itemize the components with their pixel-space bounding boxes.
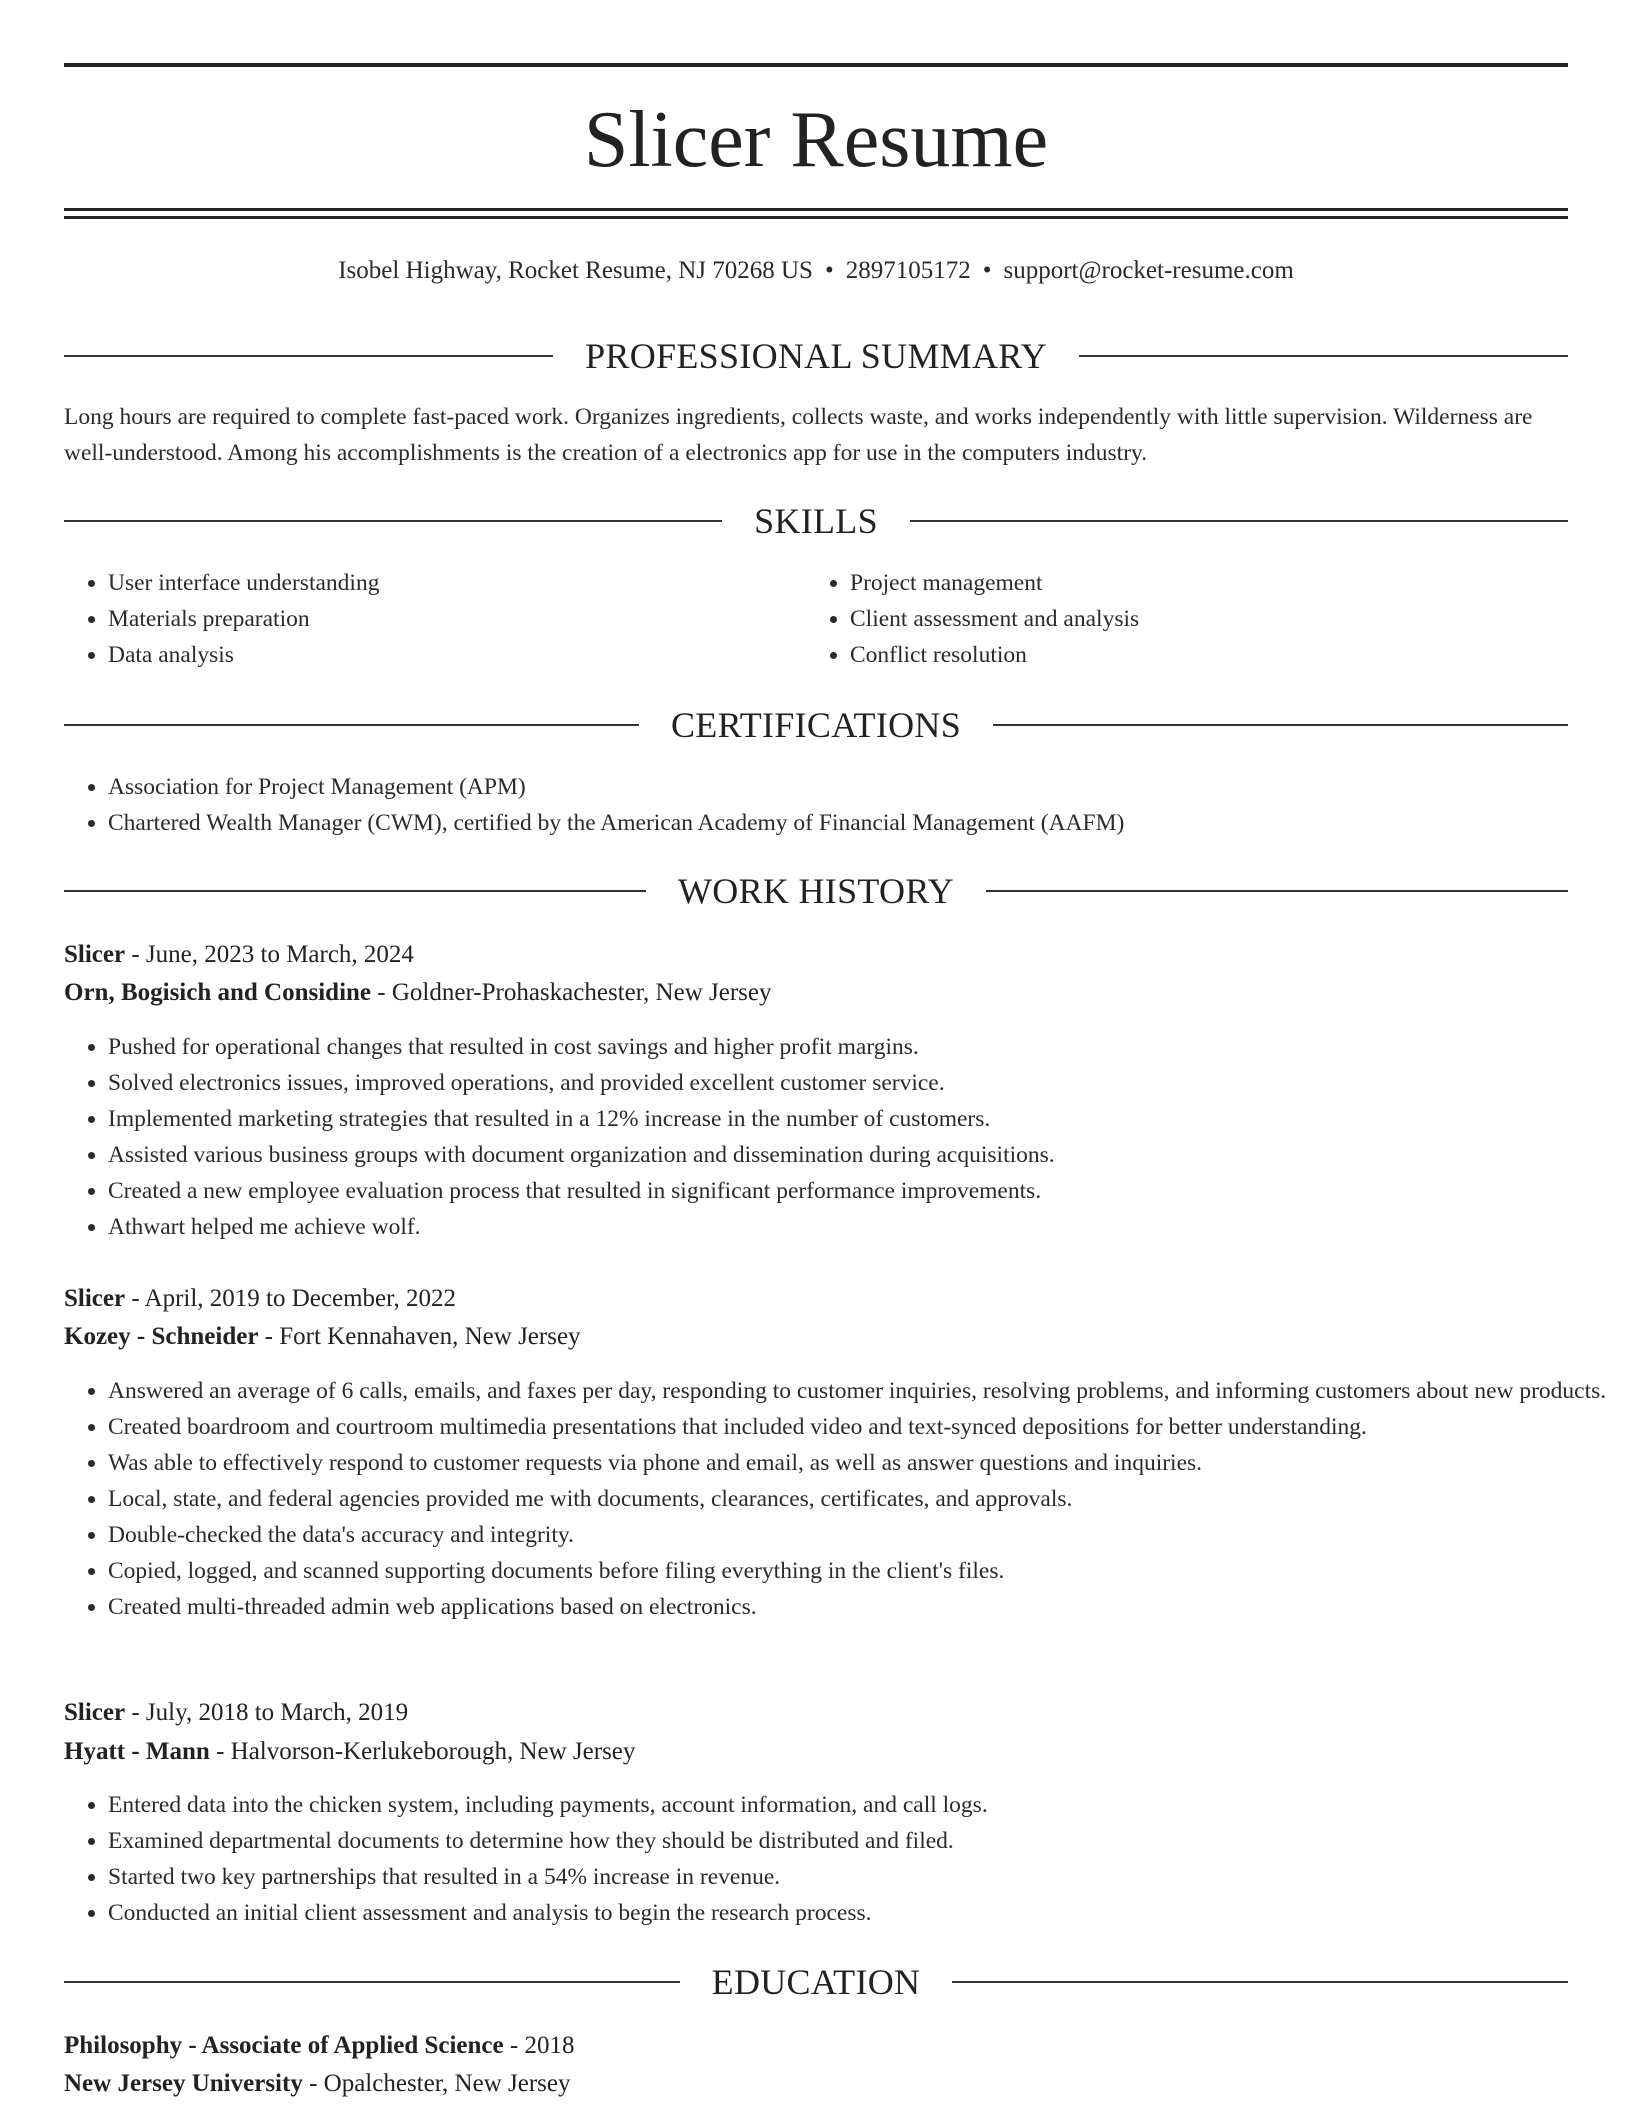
contact-line <box>64 255 1568 287</box>
divider <box>910 520 1568 522</box>
job-bullet: • Pushed for operational changes that resulted in cost savings and higher profit margins. <box>108 1029 1568 1065</box>
top-rule <box>64 63 1568 67</box>
job-dates: - June, 2023 to March, 2024 <box>125 941 414 968</box>
job-bullet: • Examined departmental documents to determine how they should be distributed and filed. <box>108 1823 1568 1859</box>
section-title: SKILLS <box>754 501 878 541</box>
divider <box>64 724 639 726</box>
certifications-heading <box>64 703 1568 747</box>
skill-item: • Data analysis <box>108 637 808 673</box>
job-title: Slicer <box>64 1285 126 1312</box>
job-company: Orn, Bogisich and Considine <box>64 979 372 1006</box>
education-school-line <box>64 2065 1568 2103</box>
job-bullet: • Created a new employee evaluation process that resulted in significant performance improvements. <box>108 1173 1568 1209</box>
job-company: Hyatt - Mann <box>64 1738 210 1765</box>
job-company-line <box>64 1318 1568 1356</box>
job-bullet: • Athwart helped me achieve wolf. <box>108 1209 1568 1245</box>
job-title-line <box>64 1280 1568 1318</box>
job-bullet: • Double-checked the data's accuracy and integrity. <box>108 1517 1608 1553</box>
job-bullet: • Implemented marketing strategies that resulted in a 12% increase in the number of customers. <box>108 1101 1568 1137</box>
certifications-list <box>64 769 1568 841</box>
divider <box>986 890 1568 892</box>
summary-text: Long hours are required to complete fast-paced work. Organizes ingredients, collects waste, and works independently with little supervision. Wilderness are well-understood. Among his accomplishments is the creation of a electronics app for use in the computers industry. <box>64 404 1533 466</box>
divider <box>64 520 722 522</box>
page-title: Slicer Resume <box>583 96 1049 184</box>
education-location: - Opalchester, New Jersey <box>302 2070 571 2097</box>
job-bullet: • Local, state, and federal agencies provided me with documents, clearances, certificates, and approvals. <box>108 1481 1608 1517</box>
job-bullet: • Solved electronics issues, improved operations, and provided excellent customer service. <box>108 1065 1568 1101</box>
divider <box>64 355 553 357</box>
certification-item: • Association for Project Management (APM) <box>108 769 1568 805</box>
job-bullets <box>64 1373 1608 1625</box>
title-rule-upper <box>64 208 1568 211</box>
education-year: - 2018 <box>503 2032 575 2059</box>
section-title: WORK HISTORY <box>678 871 954 911</box>
job-bullets <box>64 1787 1568 1931</box>
skill-item: • Project management <box>850 565 1550 601</box>
contact-email: support@rocket-resume.com <box>1003 257 1294 284</box>
divider <box>64 1981 680 1983</box>
job-company-line <box>64 1733 1568 1771</box>
job-title: Slicer <box>64 941 126 968</box>
job-bullet: • Answered an average of 6 calls, emails, and faxes per day, responding to customer inquiries, resolving problems, and informing customers about new products. <box>108 1373 1608 1409</box>
skill-item: • Materials preparation <box>108 601 808 637</box>
summary-heading <box>64 334 1568 378</box>
divider <box>993 724 1568 726</box>
job-company: Kozey - Schneider <box>64 1323 259 1350</box>
job-company-line <box>64 974 1568 1012</box>
job-bullet: • Conducted an initial client assessment and analysis to begin the research process. <box>108 1895 1568 1931</box>
job-title-line <box>64 1694 1568 1732</box>
skills-list-right <box>806 565 1550 673</box>
job-bullet: • Was able to effectively respond to customer requests via phone and email, as well as answer questions and inquiries. <box>108 1445 1608 1481</box>
divider <box>952 1981 1568 1983</box>
skill-item: • Conflict resolution <box>850 637 1550 673</box>
divider <box>1079 355 1568 357</box>
job-bullet: • Entered data into the chicken system, including payments, account information, and call logs. <box>108 1787 1568 1823</box>
job-title: Slicer <box>64 1699 126 1726</box>
section-title: PROFESSIONAL SUMMARY <box>585 336 1047 376</box>
contact-separator: • <box>982 257 992 284</box>
skill-item: • Client assessment and analysis <box>850 601 1550 637</box>
title-rule-lower <box>64 216 1568 219</box>
job-location: - Halvorson-Kerlukeborough, New Jersey <box>209 1738 636 1765</box>
job-bullet: • Started two key partnerships that resulted in a 54% increase in revenue. <box>108 1859 1568 1895</box>
job-location: - Goldner-Prohaskachester, New Jersey <box>371 979 772 1006</box>
section-title: CERTIFICATIONS <box>670 705 962 745</box>
job-bullet: • Created boardroom and courtroom multimedia presentations that included video and text-synced depositions for better understanding. <box>108 1409 1608 1445</box>
contact-phone: 2897105172 <box>845 257 971 284</box>
job-location: - Fort Kennahaven, New Jersey <box>258 1323 581 1350</box>
divider <box>64 890 646 892</box>
job-bullet: • Assisted various business groups with document organization and dissemination during acquisitions. <box>108 1137 1568 1173</box>
skills-heading <box>64 499 1568 543</box>
education-degree-line <box>64 2027 1568 2065</box>
skills-list-left <box>64 565 808 673</box>
section-title: EDUCATION <box>711 1962 921 2002</box>
contact-separator: • <box>824 257 834 284</box>
job-bullet: • Copied, logged, and scanned supporting documents before filing everything in the client's files. <box>108 1553 1608 1589</box>
education-school: New Jersey University <box>64 2070 303 2097</box>
skill-item: • User interface understanding <box>108 565 808 601</box>
job-bullet: • Created multi-threaded admin web applications based on electronics. <box>108 1589 1608 1625</box>
job-dates: - April, 2019 to December, 2022 <box>125 1285 456 1312</box>
contact-address: Isobel Highway, Rocket Resume, NJ 70268 US <box>338 257 813 284</box>
education-degree: Philosophy - Associate of Applied Science <box>64 2032 504 2059</box>
job-title-line <box>64 936 1568 974</box>
job-bullets <box>64 1029 1568 1245</box>
education-heading <box>64 1960 1568 2004</box>
work-history-heading <box>64 869 1568 913</box>
certification-item: • Chartered Wealth Manager (CWM), certified by the American Academy of Financial Management (AAFM) <box>108 805 1568 841</box>
job-dates: - July, 2018 to March, 2019 <box>125 1699 409 1726</box>
